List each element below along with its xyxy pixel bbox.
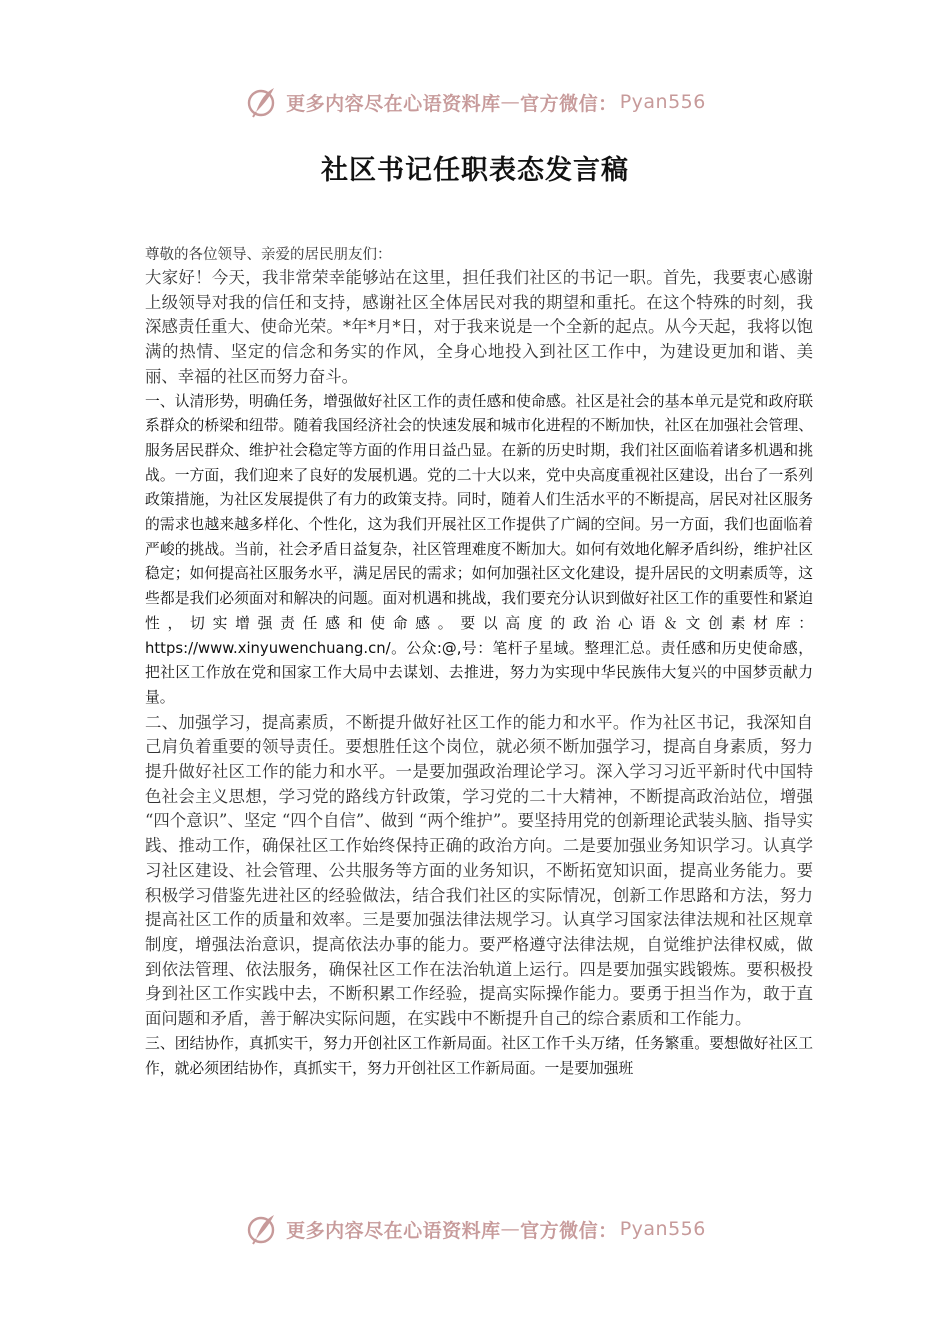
quill-logo-icon xyxy=(244,84,280,120)
watermark-dash: — xyxy=(500,1218,521,1240)
document-body xyxy=(145,244,813,1081)
quill-logo-icon xyxy=(244,1211,280,1247)
watermark-dash: — xyxy=(500,91,521,113)
watermark-id: Pyan556 xyxy=(619,1218,706,1240)
watermark-label: 官方微信： xyxy=(520,92,618,115)
paragraph-section-2: 二、加强学习，提高素质，不断提升做好社区工作的能力和水平。作为社区书记，我深知自己肩负着重要的领导责任。要想胜任这个岗位，就必须不断加强学习，提高自身素质，努力提升做好社区工作的能力和水平。一是要加强政治理论学习。深入学习习近平新时代中国特色社会主义思想，学习党的路线方针政策，学习党的二十大精神，不断提高政治站位，增强 “四个意识”、坚定 “四个自信”、做到 “两个维护”。要坚持用党的创新理论武装头脑、指导实践、推动工作，确保社区工作始终保持正确的政治方向。二是要加强业务知识学习。认真学习社区建设、社会管理、公共服务等方面的业务知识，不断拓宽知识面，提高业务能力。要积极学习借鉴先进社区的经验做法，结合我们社区的实际情况，创新工作思路和方法，努力提高社区工作的质量和效率。三是要加强法律法规学习。认真学习国家法律法规和社区规章制度，增强法治意识，提高依法办事的能力。要严格遵守法律法规，自觉维护法律权威，做到依法管理、依法服务，确保社区工作在法治轨道上运行。四是要加强实践锻炼。要积极投身到社区工作实践中去，不断积累工作经验，提高实际操作能力。要勇于担当作为，敢于直面问题和矛盾，善于解决实际问题，在实践中不断提升自己的综合素质和工作能力。 xyxy=(145,712,813,1029)
header-watermark xyxy=(0,82,950,122)
watermark-label: 官方微信： xyxy=(520,1219,618,1242)
paragraph-section-1: 一、认清形势，明确任务，增强做好社区工作的责任感和使命感。社区是社会的基本单元是党和政府联系群众的桥梁和纽带。随着我国经济社会的快速发展和城市化进程的不断加快，社区在加强社会管理、服务居民群众、维护社会稳定等方面的作用日益凸显。在新的历史时期，我们社区面临着诸多机遇和挑战。一方面，我们迎来了良好的发展机遇。党的二十大以来，党中央高度重视社区建设，出台了一系列政策措施，为社区发展提供了有力的政策支持。同时，随着人们生活水平的不断提高，居民对社区服务的需求也越来越多样化、个性化，这为我们开展社区工作提供了广阔的空间。另一方面，我们也面临着严峻的挑战。当前，社会矛盾日益复杂，社区管理难度不断加大。如何有效地化解矛盾纠纷，维护社区稳定；如何提高社区服务水平，满足居民的需求；如何加强社区文化建设，提升居民的文明素质等，这些都是我们必须面对和解决的问题。面对机遇和挑战，我们要充分认识到做好社区工作的重要性和紧迫性，切实增强责任感和使命感。要以高度的政治心语＆文创素材库：https://www.xinyuwenchuang.cn/。公众:@,号：笔杆子星域。整理汇总。责任感和历史使命感，把社区工作放在党和国家工作大局中去谋划、去推进，努力为实现中华民族伟大复兴的中国梦贡献力量。 xyxy=(145,392,813,706)
paragraph-section-3: 三、团结协作，真抓实干，努力开创社区工作新局面。社区工作千头万绪，任务繁重。要想做好社区工作，就必须团结协作，真抓实干，努力开创社区工作新局面。一是要加强班 xyxy=(145,1034,813,1077)
watermark-id: Pyan556 xyxy=(619,91,706,113)
watermark-name: 更多内容尽在心语资料库 xyxy=(286,92,501,115)
salutation: 尊敬的各位领导、亲爱的居民朋友们： xyxy=(145,247,392,263)
paragraph-intro: 大家好！今天，我非常荣幸能够站在这里，担任我们社区的书记一职。首先，我要衷心感谢上级领导对我的信任和支持，感谢社区全体居民对我的期望和重托。在这个特殊的时刻，我深感责任重大、使命光荣。*年*月*日，对于我来说是一个全新的起点。从今天起，我将以饱满的热情、坚定的信念和务实的作风，全身心地投入到社区工作中，为建设更加和谐、美丽、幸福的社区而努力奋斗。 xyxy=(145,268,813,386)
watermark-name: 更多内容尽在心语资料库 xyxy=(286,1219,501,1242)
footer-watermark xyxy=(0,1209,950,1249)
document-title: 社区书记任职表态发言稿 xyxy=(321,155,629,186)
